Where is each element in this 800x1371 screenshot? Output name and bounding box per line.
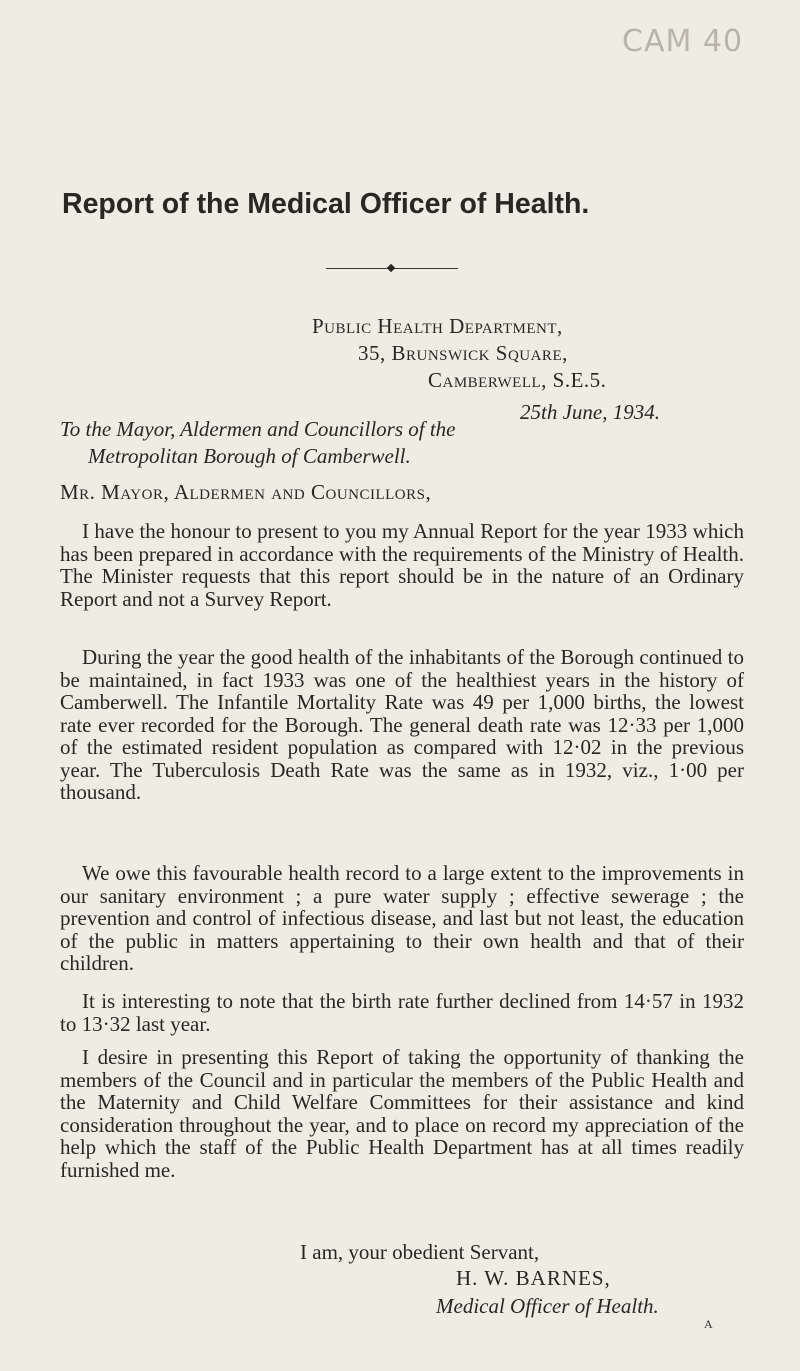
date-text: 25th June, 1934. — [520, 400, 660, 424]
paragraph-2-text: During the year the good health of the inhabitants of the Borough continued to be maintained, in fact 1933 was one of the healthiest years in the history of Camberwell. The Infantile Mortality Rate was 49 per 1,000 births, the lowest rate ever recorded for the Borough. The general death rate was 12·33 per 1,000 of the estimated resident population as compared with 12·02 in the previous year. The Tuberculosis Death Rate was the same as in 1932, viz., 1·00 per thousand. — [60, 645, 744, 804]
paragraph-3 — [60, 862, 744, 975]
paragraph-2 — [60, 646, 744, 804]
signature-mark: A — [704, 1317, 713, 1331]
paragraph-1 — [60, 520, 744, 610]
paragraph-5-text: I desire in presenting this Report of taking the opportunity of thanking the members of the Council and in particular the members of the Public Health and the Maternity and Child Welfare Committees for their assistance and kind consideration throughout the year, and to place on record my appreciation of the help which the staff of the Public Health Department has at all times readily furnished me. — [60, 1045, 744, 1182]
signatory-name: H. W. BARNES, — [456, 1266, 611, 1290]
addressee-line-1: To the Mayor, Aldermen and Councillors of the — [60, 417, 456, 441]
archive-annotation: CAM 40 — [622, 24, 744, 59]
salutation: Mr. Mayor, Aldermen and Councillors, — [60, 480, 432, 504]
address-district: Camberwell, S.E.5. — [428, 368, 607, 392]
address-department: Public Health Department, — [312, 314, 563, 338]
address-street: 35, Brunswick Square, — [358, 341, 568, 365]
signatory-position: Medical Officer of Health. — [436, 1294, 659, 1318]
paragraph-4-text: It is interesting to note that the birth rate further declined from 14·57 in 1932 to 13·32 last year. — [60, 989, 744, 1036]
paragraph-1-text: I have the honour to present to you my Annual Report for the year 1933 which has been prepared in accordance with the requirements of the Ministry of Health. The Minister requests that this report should be in the nature of an Ordinary Report and not a Survey Report. — [60, 519, 744, 611]
report-title: Report of the Medical Officer of Health. — [62, 188, 590, 220]
address-date — [520, 398, 660, 426]
addressee-line-2: Metropolitan Borough of Camberwell. — [88, 444, 411, 468]
paragraph-4 — [60, 990, 744, 1035]
diamond-ornament — [387, 264, 395, 272]
title-divider — [326, 263, 458, 275]
paragraph-5 — [60, 1046, 744, 1181]
valediction: I am, your obedient Servant, — [300, 1240, 540, 1264]
paragraph-3-text: We owe this favourable health record to a large extent to the improvements in our sanitary environment ; a pure water supply ; effective sewerage ; the prevention and control of infectious disease, and last but not least, the education of the public in matters appertaining to their own health and that of their children. — [60, 861, 744, 975]
